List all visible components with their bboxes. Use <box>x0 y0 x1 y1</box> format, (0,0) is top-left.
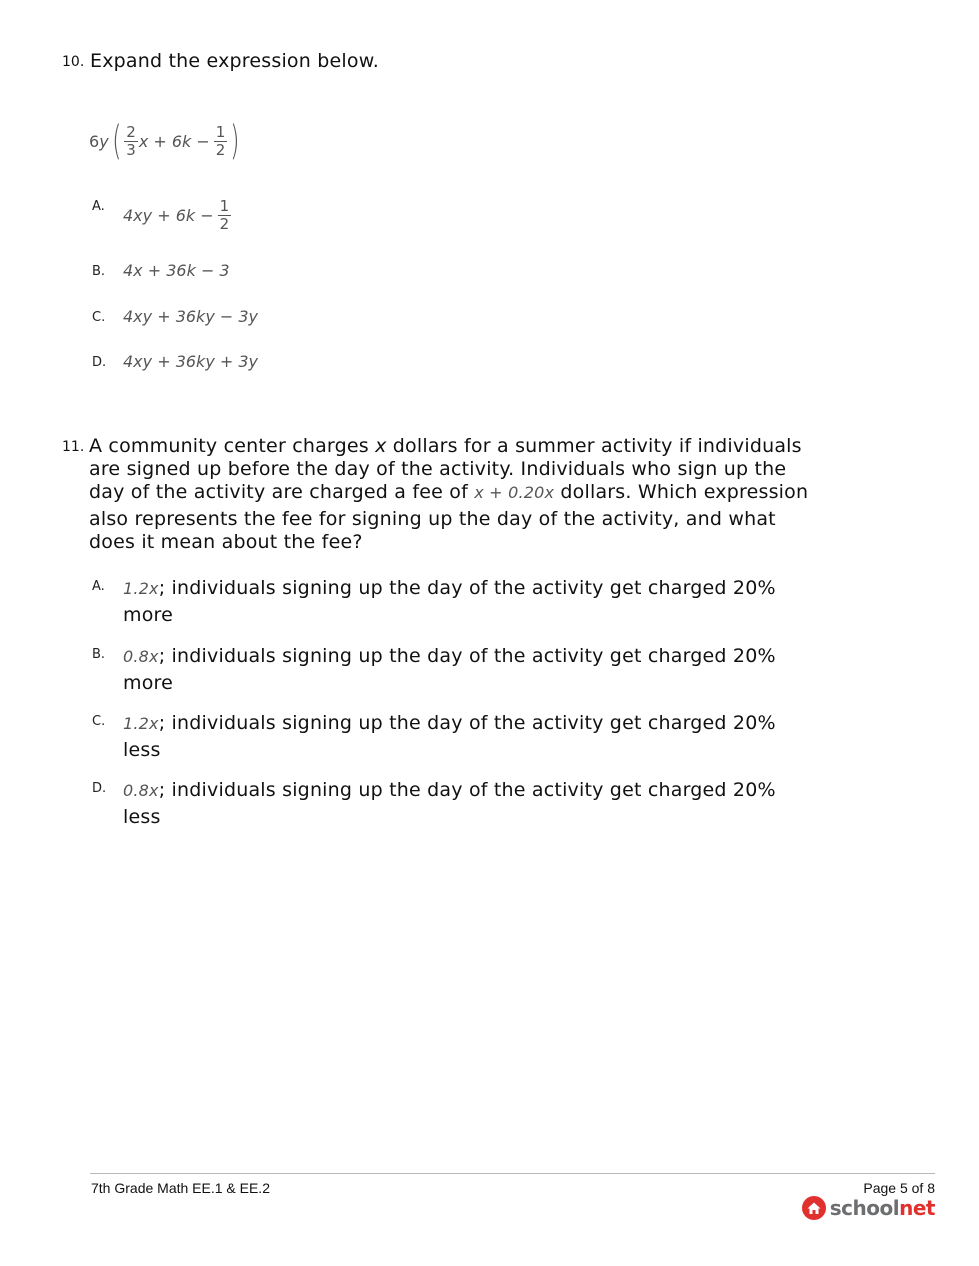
q11-line-5: does it mean about the fee? <box>89 531 363 553</box>
q10-option-c[interactable] <box>90 307 290 329</box>
question-10-prompt: Expand the expression below. <box>90 50 379 72</box>
q11-option-a-label: A. <box>92 579 105 594</box>
footer-divider <box>90 1173 935 1174</box>
q11-line-3-math: x + 0.20x <box>474 483 555 502</box>
schoolnet-logo <box>801 1195 935 1221</box>
question-11-prompt <box>89 435 849 554</box>
footer-left-text: 7th Grade Math EE.1 & EE.2 <box>91 1180 270 1196</box>
expr-coef: 6 <box>89 131 100 151</box>
q11-line-3-b: dollars. Which expression <box>554 481 809 503</box>
q10-option-d[interactable] <box>90 352 290 374</box>
q11-option-a-body: ; individuals signing up the day of the activity get charged 20% <box>158 577 776 599</box>
expr-frac2-num: 1 <box>215 122 226 141</box>
q10-option-a-label: A. <box>92 199 105 214</box>
q11-option-d-math: 0.8x <box>123 781 159 800</box>
q11-option-d-label: D. <box>92 781 107 796</box>
q11-option-b-text <box>123 643 833 697</box>
q11-option-c-cont: less <box>123 739 161 761</box>
q11-option-b-math: 0.8x <box>123 647 159 666</box>
question-10-expression <box>89 116 243 166</box>
q10-option-a[interactable] <box>90 192 290 238</box>
q11-option-a[interactable] <box>90 575 830 629</box>
house-icon <box>801 1195 827 1221</box>
question-11-number: 11. <box>62 439 85 455</box>
q11-option-b-label: B. <box>92 647 106 662</box>
expr-frac2-den: 2 <box>215 140 226 159</box>
q10-option-b[interactable] <box>90 261 290 283</box>
q10-option-d-label: D. <box>92 355 107 370</box>
logo-text-school: school <box>829 1196 900 1220</box>
q11-option-a-text <box>123 575 833 629</box>
question-10-number: 10. <box>62 54 85 70</box>
q10-option-a-pre: 4xy + 6k − <box>123 205 214 225</box>
q10-option-d-math: 4xy + 36ky + 3y <box>123 352 259 371</box>
q10-option-c-label: C. <box>92 310 106 325</box>
q11-option-d-text <box>123 777 833 831</box>
q11-line-3-a: day of the activity are charged a fee of <box>89 481 475 503</box>
q10-option-c-math: 4xy + 36ky − 3y <box>123 307 259 326</box>
q11-option-c-body: ; individuals signing up the day of the activity get charged 20% <box>158 712 776 734</box>
q11-option-a-cont: more <box>123 604 174 626</box>
q11-line-2: are signed up before the day of the activity. Individuals who sign up the <box>89 458 787 480</box>
footer-page-number: Page 5 of 8 <box>863 1180 935 1196</box>
q11-option-d-cont: less <box>123 806 161 828</box>
expr-frac1-den: 3 <box>126 140 136 159</box>
q11-option-d[interactable] <box>90 777 830 831</box>
q10-option-a-frac-den: 2 <box>219 214 230 233</box>
q10-option-a-frac-num: 1 <box>219 196 230 215</box>
q11-option-c[interactable] <box>90 710 830 764</box>
q11-option-a-math: 1.2x <box>123 579 159 598</box>
q11-line-1-a: A community center charges <box>89 435 376 457</box>
left-paren: ( <box>111 118 122 164</box>
q11-option-c-text <box>123 710 833 764</box>
expr-fraction-1 <box>124 124 138 159</box>
q11-line-1 <box>89 435 849 458</box>
q10-option-a-fraction <box>218 198 232 233</box>
q11-option-b-body: ; individuals signing up the day of the activity get charged 20% <box>158 645 776 667</box>
q11-line-1-b: dollars for a summer activity if individuals <box>386 435 802 457</box>
logo-text-net: net <box>899 1196 935 1220</box>
q11-line-3 <box>89 481 849 508</box>
q10-option-b-math: 4x + 36k − 3 <box>123 261 230 280</box>
q11-option-c-math: 1.2x <box>123 714 159 733</box>
q11-option-b-cont: more <box>123 672 174 694</box>
q11-option-b[interactable] <box>90 643 830 697</box>
expr-var: y <box>99 131 109 151</box>
q11-option-d-body: ; individuals signing up the day of the activity get charged 20% <box>158 779 776 801</box>
right-paren: ) <box>230 118 240 164</box>
q11-option-c-label: C. <box>92 714 106 729</box>
q11-line-1-var: x <box>375 435 387 457</box>
q11-line-4: also represents the fee for signing up the day of the activity, and what <box>89 508 776 530</box>
q10-option-a-math <box>123 194 231 236</box>
expr-mid: x + 6k − <box>138 131 210 151</box>
q10-option-b-label: B. <box>92 264 106 279</box>
expr-fraction-2 <box>214 124 228 159</box>
expr-frac1-num: 2 <box>126 122 136 141</box>
